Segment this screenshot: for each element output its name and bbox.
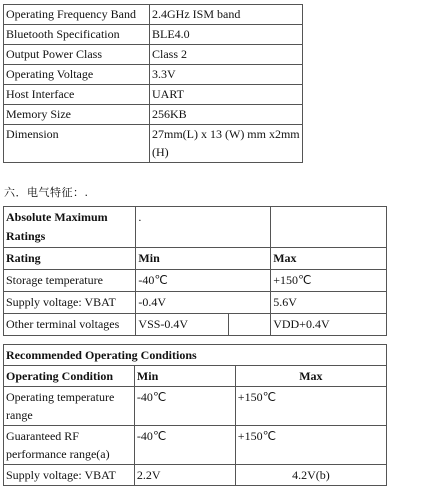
table-row	[4, 314, 387, 336]
column-header-max: Max	[271, 248, 387, 270]
spec-label: Operating Voltage	[4, 65, 150, 85]
table-row	[4, 5, 303, 25]
min-cell: -40℃	[134, 426, 235, 465]
table-row	[4, 387, 387, 426]
column-header-max: Max	[235, 366, 386, 387]
empty-cell	[229, 314, 271, 336]
spec-value: 27mm(L) x 13 (W) mm x2mm (H)	[150, 125, 303, 163]
table-row	[4, 270, 387, 292]
column-header-condition: Operating Condition	[4, 366, 135, 387]
spec-value: Class 2	[150, 45, 303, 65]
spec-label: Operating Frequency Band	[4, 5, 150, 25]
table-row	[4, 125, 303, 163]
recommended-operating-conditions-table	[3, 344, 387, 486]
empty-cell	[271, 207, 387, 248]
table-row	[4, 105, 303, 125]
table-row	[4, 465, 387, 486]
absolute-maximum-ratings-table	[3, 206, 387, 336]
table-row	[4, 45, 303, 65]
spec-label: Dimension	[4, 125, 150, 163]
min-cell: -40℃	[136, 270, 271, 292]
spec-label: Output Power Class	[4, 45, 150, 65]
spec-label: Memory Size	[4, 105, 150, 125]
table-title: Absolute Maximum Ratings	[4, 207, 136, 248]
max-cell: +150℃	[235, 387, 386, 426]
max-cell: +150℃	[235, 426, 386, 465]
spec-value: 3.3V	[150, 65, 303, 85]
rating-cell: Other terminal voltages	[4, 314, 136, 336]
rating-cell: Storage temperature	[4, 270, 136, 292]
table-row	[4, 25, 303, 45]
table-header-row	[4, 366, 387, 387]
table-row	[4, 85, 303, 105]
specification-table	[3, 4, 303, 163]
column-header-min: Min	[136, 248, 271, 270]
max-cell: VDD+0.4V	[271, 314, 387, 336]
rating-cell: Supply voltage: VBAT	[4, 292, 136, 314]
column-header-rating: Rating	[4, 248, 136, 270]
spec-value: 2.4GHz ISM band	[150, 5, 303, 25]
min-cell: -0.4V	[136, 292, 271, 314]
table-title-row	[4, 207, 387, 248]
spec-value: 256KB	[150, 105, 303, 125]
min-cell: 2.2V	[134, 465, 235, 486]
max-cell: +150℃	[271, 270, 387, 292]
spec-label: Bluetooth Specification	[4, 25, 150, 45]
min-cell: VSS-0.4V	[136, 314, 229, 336]
column-header-min: Min	[134, 366, 235, 387]
section-heading: 六．电气特征：.	[4, 186, 89, 199]
table-row	[4, 426, 387, 465]
condition-cell: Guaranteed RF performance range(a)	[4, 426, 135, 465]
table-row	[4, 65, 303, 85]
condition-cell: Supply voltage: VBAT	[4, 465, 135, 486]
spec-value: UART	[150, 85, 303, 105]
spec-value: BLE4.0	[150, 25, 303, 45]
condition-cell: Operating temperature range	[4, 387, 135, 426]
min-cell: -40℃	[134, 387, 235, 426]
max-cell: 4.2V(b)	[235, 465, 386, 486]
table-header-row	[4, 248, 387, 270]
spec-label: Host Interface	[4, 85, 150, 105]
table-title-note: .	[136, 207, 271, 248]
max-cell: 5.6V	[271, 292, 387, 314]
table-title-row	[4, 345, 387, 366]
table-row	[4, 292, 387, 314]
table-title: Recommended Operating Conditions	[4, 345, 387, 366]
